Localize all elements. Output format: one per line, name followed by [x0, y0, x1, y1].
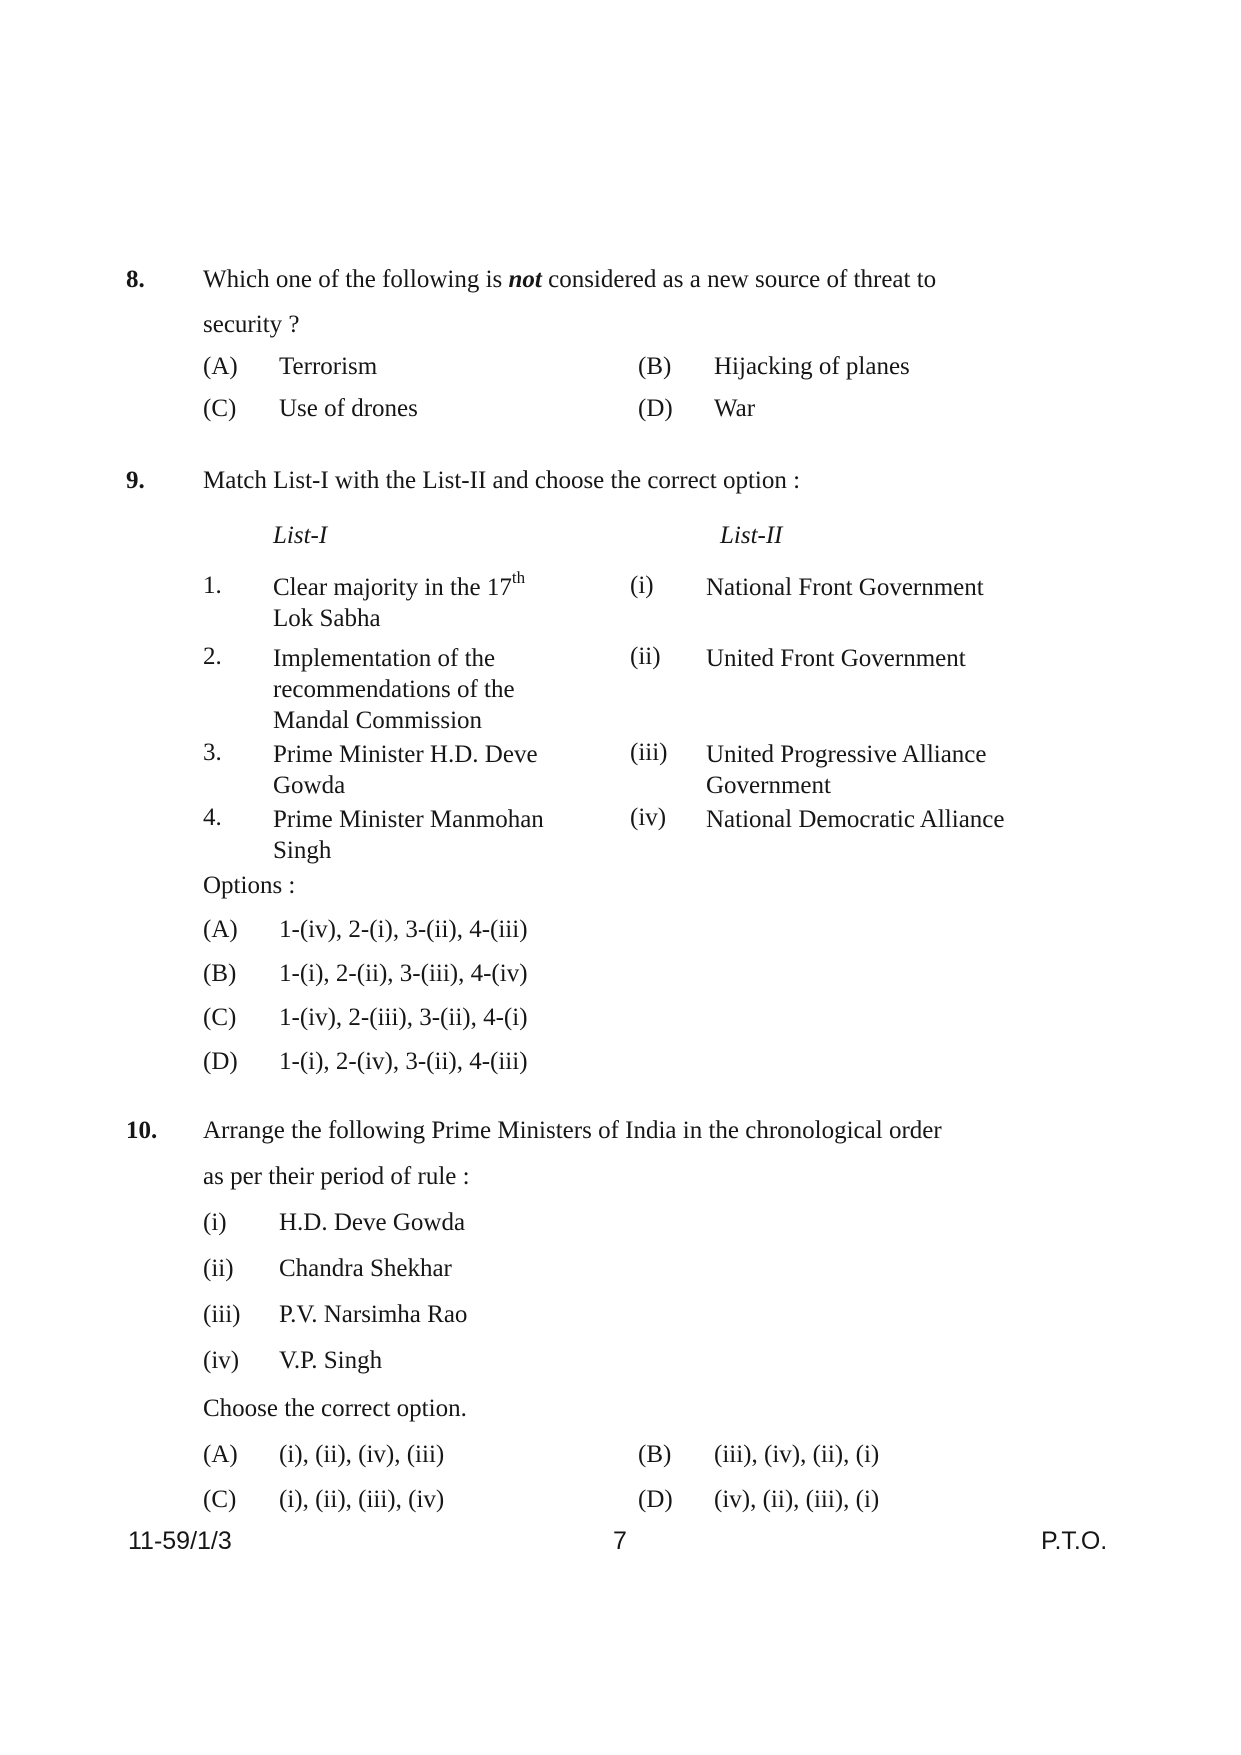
q10-item-i-label: (i)	[203, 1209, 227, 1236]
list2-item-4-num: (iv)	[630, 804, 667, 831]
q9-option-b-label: (B)	[203, 960, 237, 987]
page-number: 7	[613, 1527, 627, 1555]
list1-item-3-line1: Prime Minister H.D. Deve	[273, 741, 538, 768]
list2-item-3-line1: United Progressive Alliance	[706, 741, 987, 768]
list2-item-1-text: National Front Government	[706, 574, 984, 601]
list-2-heading: List-II	[720, 522, 783, 549]
list1-item-2-line2: recommendations of the	[273, 676, 515, 703]
q8-option-c-label: (C)	[203, 395, 237, 422]
list1-item-3-line2: Gowda	[273, 772, 346, 799]
pto-label: P.T.O.	[1041, 1527, 1108, 1555]
q10-option-b-label: (B)	[638, 1441, 672, 1468]
list1-item-4-line2: Singh	[273, 837, 332, 864]
question-9-text: Match List-I with the List-II and choose the correct option :	[203, 467, 801, 494]
list1-item-1-text	[273, 567, 526, 634]
list1-item-3-text	[273, 739, 538, 801]
list2-item-2-num: (ii)	[630, 643, 661, 670]
q9-options-heading: Options :	[203, 872, 296, 899]
q8-option-c-text: Use of drones	[279, 395, 418, 422]
list1-item-1-line2: Lok Sabha	[273, 605, 381, 632]
question-8-text	[203, 266, 936, 294]
list1-item-2-line1: Implementation of the	[273, 645, 496, 672]
list2-item-3-num: (iii)	[630, 739, 668, 766]
question-number-9: 9.	[126, 467, 145, 494]
q8-text-emphasis: not	[508, 266, 542, 293]
q9-option-c-text: 1-(iv), 2-(iii), 3-(ii), 4-(i)	[279, 1004, 528, 1031]
q9-option-a-text: 1-(iv), 2-(i), 3-(ii), 4-(iii)	[279, 916, 528, 943]
q8-option-b-label: (B)	[638, 353, 672, 380]
q9-option-d-text: 1-(i), 2-(iv), 3-(ii), 4-(iii)	[279, 1048, 528, 1075]
list1-item-1-sup: th	[511, 567, 526, 587]
q10-option-c-label: (C)	[203, 1486, 237, 1513]
q10-option-b-text: (iii), (iv), (ii), (i)	[714, 1441, 880, 1468]
list1-item-2-line3: Mandal Commission	[273, 707, 483, 734]
q9-option-d-label: (D)	[203, 1048, 238, 1075]
question-8-text-line2: security ?	[203, 311, 300, 338]
question-number-8: 8.	[126, 266, 145, 293]
q9-option-a-label: (A)	[203, 916, 238, 943]
q8-option-d-text: War	[714, 395, 756, 422]
q10-option-d-label: (D)	[638, 1486, 673, 1513]
list1-item-1-line1: Clear majority in the 17	[273, 574, 512, 601]
q10-item-iii-label: (iii)	[203, 1301, 241, 1328]
q10-option-d-text: (iv), (ii), (iii), (i)	[714, 1486, 880, 1513]
q10-item-i-text: H.D. Deve Gowda	[279, 1209, 466, 1236]
q8-option-a-label: (A)	[203, 353, 238, 380]
q9-option-c-label: (C)	[203, 1004, 237, 1031]
question-10-text: Arrange the following Prime Ministers of India in the chronological order	[203, 1117, 942, 1144]
q8-option-b-text: Hijacking of planes	[714, 353, 910, 380]
q10-instruction: Choose the correct option.	[203, 1395, 467, 1422]
q8-option-a-text: Terrorism	[279, 353, 378, 380]
list1-item-2-num: 2.	[203, 643, 222, 670]
q10-item-iv-text: V.P. Singh	[279, 1347, 383, 1374]
list1-item-4-num: 4.	[203, 804, 222, 831]
list1-item-4-text	[273, 804, 544, 866]
list1-item-3-num: 3.	[203, 739, 222, 766]
list1-item-1-num: 1.	[203, 572, 222, 599]
list2-item-2-text: United Front Government	[706, 645, 966, 672]
q9-option-b-text: 1-(i), 2-(ii), 3-(iii), 4-(iv)	[279, 960, 528, 987]
list2-item-3-line2: Government	[706, 772, 831, 799]
q8-text-post: considered as a new source of threat to	[541, 266, 937, 293]
q10-item-iv-label: (iv)	[203, 1347, 240, 1374]
list2-item-4-text: National Democratic Alliance	[706, 806, 1005, 833]
paper-code: 11-59/1/3	[128, 1527, 232, 1555]
q8-text-pre: Which one of the following is	[203, 266, 509, 293]
q10-item-ii-label: (ii)	[203, 1255, 234, 1282]
list1-item-2-text	[273, 643, 515, 736]
question-number-10: 10.	[126, 1117, 158, 1144]
question-10-text-line2: as per their period of rule :	[203, 1163, 470, 1190]
q10-option-c-text: (i), (ii), (iii), (iv)	[279, 1486, 445, 1513]
q8-option-d-label: (D)	[638, 395, 673, 422]
q10-option-a-text: (i), (ii), (iv), (iii)	[279, 1441, 445, 1468]
list2-item-3-text	[706, 739, 987, 801]
list-1-heading: List-I	[273, 522, 328, 549]
list1-item-4-line1: Prime Minister Manmohan	[273, 806, 544, 833]
q10-item-iii-text: P.V. Narsimha Rao	[279, 1301, 468, 1328]
q10-option-a-label: (A)	[203, 1441, 238, 1468]
q10-item-ii-text: Chandra Shekhar	[279, 1255, 452, 1282]
list2-item-1-num: (i)	[630, 572, 654, 599]
